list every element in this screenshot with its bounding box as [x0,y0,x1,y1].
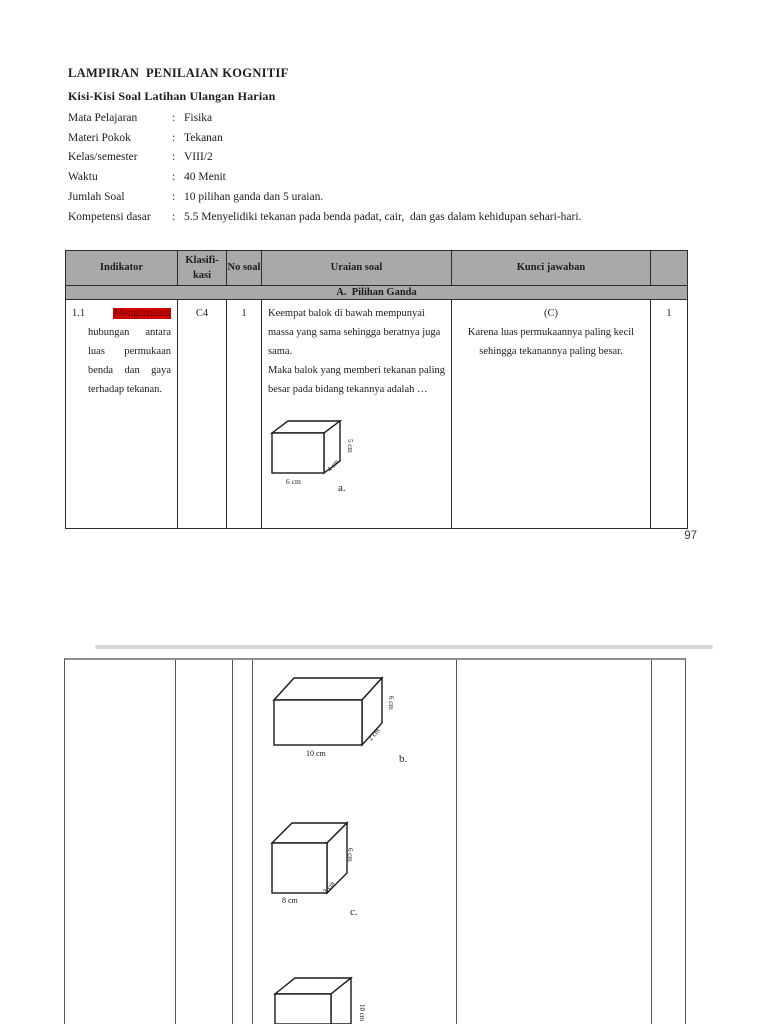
meta-row-mata-pelajaran [68,108,668,128]
meta-colon: : [172,151,176,164]
meta-row-jumlah-soal [68,187,668,207]
meta-colon: : [172,111,176,124]
block-b-figure [268,672,400,764]
block-d-figure [270,976,370,1024]
indikator-highlighted-word: Menganalisis [114,308,170,319]
cell-indikator [66,300,178,528]
meta-value: VIII/2 [184,151,213,164]
meta-label: Waktu [68,171,98,184]
meta-value: 10 pilihan ganda dan 5 uraian. [184,191,324,204]
block-b-front-face [274,700,362,745]
meta-colon: : [172,171,176,184]
table-column-divider [232,660,233,1024]
column-header-kunci-jawaban: Kunci jawaban [452,251,651,286]
table-column-divider [651,660,652,1024]
meta-label: Kelas/semester [68,151,138,164]
meta-row-materi-pokok [68,128,668,148]
answer-option: (C) [544,308,558,319]
block-c-front-face [272,843,327,893]
column-header-indikator: Indikator [66,251,178,286]
meta-label: Jumlah Soal [68,191,125,204]
block-d-height-label: 10 cm [358,1004,366,1022]
indikator-rest: hubungan antara luas permukaan benda dan gaya terhadap tekanan. [88,327,171,396]
block-b-width-label: 10 cm [306,749,326,758]
indikator-number: 1.1 [72,308,86,319]
column-header-uraian-soal: Uraian soal [262,251,452,286]
table-column-divider [252,660,253,1024]
block-d-front-face [275,994,331,1024]
meta-colon: : [172,210,176,223]
block-a-sublabel: a. [338,482,346,494]
cell-uraian-soal [262,300,452,528]
column-header-klasifikasi: Klasifi-kasi [178,251,227,286]
section-header-pilihan-ganda: A. Pilihan Ganda [66,286,687,300]
meta-colon: : [172,131,176,144]
block-c-sublabel: c. [350,906,358,918]
meta-value: 40 Menit [184,171,226,184]
block-b-depth-label: 2 cm [366,726,382,743]
block-c-width-label: 8 cm [282,896,298,905]
block-b-sublabel: b. [399,753,408,765]
column-header-skor [651,251,687,286]
uraian-paragraph-2: Maka balok yang memberi tekanan paling besar pada bidang tekannya adalah … [268,365,445,396]
block-c-depth-label: 2 cm [321,879,337,896]
meta-row-kelas-semester [68,148,668,168]
block-a-width-label: 6 cm [286,477,301,486]
block-b-height-label: 6 cm [387,696,395,710]
meta-label: Mata Pelajaran [68,111,138,124]
cell-kunci-jawaban [452,300,651,528]
table-column-divider [175,660,176,1024]
block-c-figure [266,820,358,910]
cell-no-soal: 1 [227,300,262,528]
block-a-figure [266,417,362,493]
meta-label: Materi Pokok [68,131,131,144]
table-column-divider [456,660,457,1024]
cell-klasifikasi: C4 [178,300,227,528]
metadata-list [68,108,668,227]
block-c-height-label: 6 cm [346,848,354,862]
page-subtitle: Kisi-Kisi Soal Latihan Ulangan Harian [68,89,276,103]
column-header-no-soal: No soal [227,251,262,286]
meta-row-kompetensi-dasar [68,207,668,227]
answer-explanation: Karena luas permukaannya paling kecil sehingga tekanannya paling besar. [467,327,635,358]
block-a-depth-label: 4 cm [325,457,341,474]
kisi-kisi-table [65,250,688,529]
cell-skor: 1 [666,308,672,319]
meta-value: Fisika [184,111,213,124]
block-a-height-label: 5 cm [346,439,354,453]
page-break-shadow [95,645,713,649]
page-title: LAMPIRAN PENILAIAN KOGNITIF [68,66,289,80]
meta-colon: : [172,191,176,204]
indikator-text [72,304,171,400]
meta-value: 5.5 Menyelidiki tekanan pada benda padat, cair, dan gas dalam kehidupan sehari-hari. [184,210,582,223]
meta-row-waktu [68,167,668,187]
meta-label: Kompetensi dasar [68,210,151,223]
meta-value: Tekanan [184,131,223,144]
uraian-paragraph-1: Keempat balok di bawah mempunyai massa yang sama sehingga beratnya juga sama. [268,308,441,358]
page-number: 97 [684,530,697,542]
block-a-front-face [272,433,324,473]
